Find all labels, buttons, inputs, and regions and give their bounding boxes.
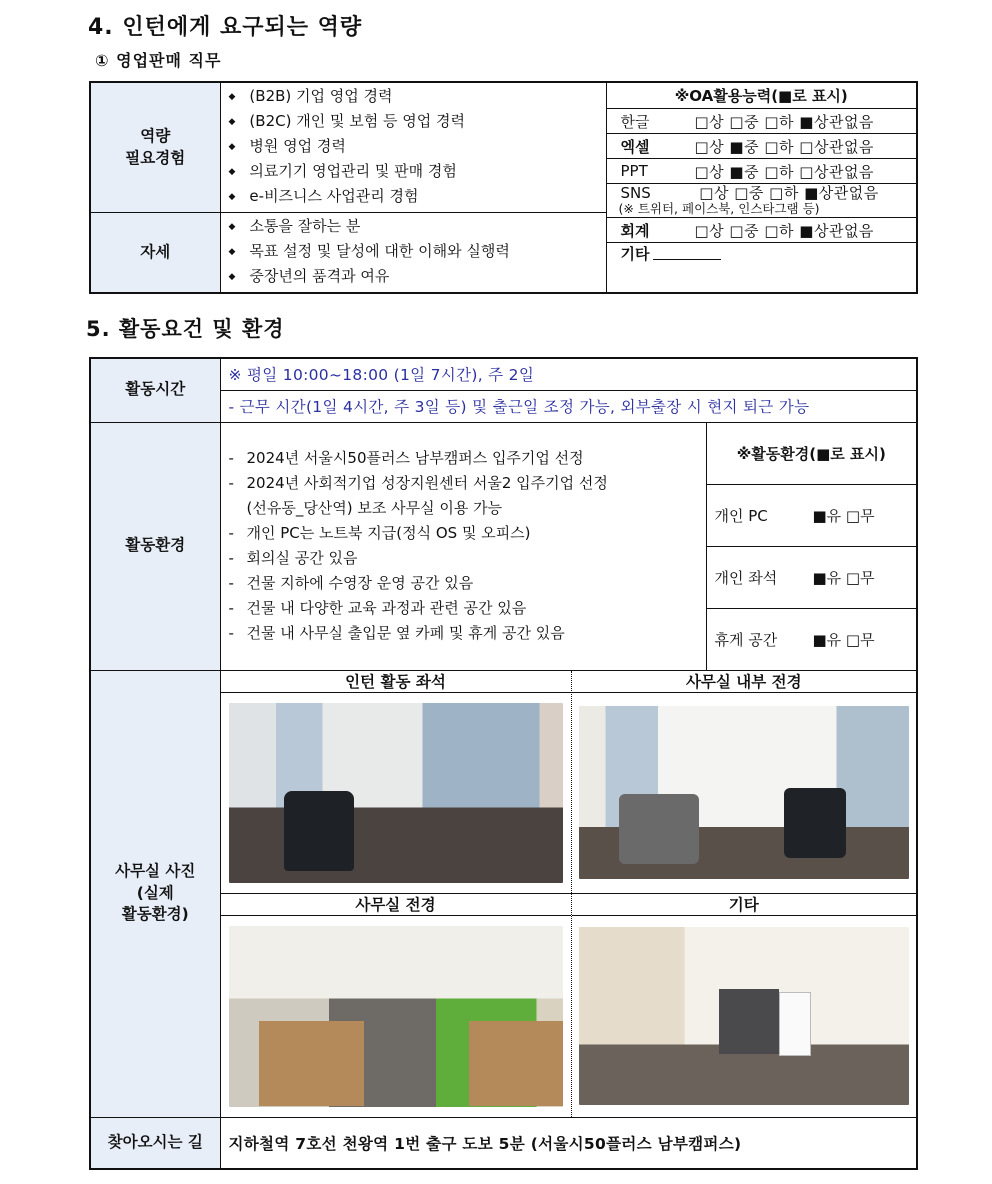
- oa-row-excel: 엑셀 □상 ■중 □하 □상관없음: [607, 134, 917, 159]
- oa-skills-grid: [607, 83, 917, 263]
- cubicle-desk-photo: [229, 703, 563, 883]
- hours-line1: ※ 평일 10:00~18:00 (1일 7시간), 주 2일: [220, 358, 917, 390]
- oa-row-hangul: 한글 □상 □중 □하 ■상관없음: [607, 109, 917, 134]
- list-item: ◆ 의료기기 영업관리 및 판매 경험: [229, 160, 606, 185]
- environment-checklist-cell: [706, 422, 917, 670]
- list-item: - 개인 PC는 노트북 지급(정식 OS 및 오피스): [228, 524, 531, 542]
- hours-header: 활동시간: [90, 358, 220, 422]
- list-item: ◆ 소통을 잘하는 분: [229, 215, 606, 240]
- attitude-list: [221, 213, 606, 292]
- oa-skills-cell: [606, 82, 917, 293]
- environment-list-cell: [220, 422, 706, 670]
- environment-header: 활동환경: [90, 422, 220, 670]
- section5-title: 5. 활동요건 및 환경: [86, 317, 285, 341]
- photo-card: [221, 894, 572, 1117]
- list-item: ◆ (B2B) 기업 영업 경력: [229, 85, 606, 110]
- hours-line2: - 근무 시간(1일 4시간, 주 3일 등) 및 출근일 조정 가능, 외부출장 시 현지 퇴근 가능: [220, 390, 917, 422]
- oa-row-sns: SNS □상 □중 □하 ■상관없음 (※ 트위터, 페이스북, 인스타그램 등): [607, 184, 917, 218]
- competency-table: [89, 81, 918, 294]
- experience-header: 역량 필요경험: [90, 82, 220, 213]
- directions-header: 찾아오시는 길: [90, 1117, 220, 1169]
- environment-list: [221, 446, 706, 646]
- list-item: - 건물 지하에 수영장 운영 공간 있음: [228, 574, 474, 592]
- checkbox-group: ■유 □무: [812, 568, 875, 587]
- photos-row-bottom: [221, 894, 917, 1117]
- list-item-continued: (선유동_당산역) 보조 사무실 이용 가능: [246, 499, 503, 517]
- checkbox-group: □상 ■중 □하 □상관없음: [694, 162, 874, 181]
- experience-list: [221, 83, 606, 212]
- checkbox-group: □상 □중 □하 ■상관없음: [694, 112, 874, 131]
- attitude-list-cell: [220, 213, 606, 294]
- oa-row-ppt: PPT □상 ■중 □하 □상관없음: [607, 159, 917, 184]
- oa-row-accounting: 회계 □상 □중 □하 ■상관없음: [607, 218, 917, 243]
- list-item: ◆ 목표 설정 및 달성에 대한 이해와 실행력: [229, 240, 606, 265]
- photo-caption: 사무실 내부 전경: [572, 671, 917, 693]
- oa-row-other: 기타: [607, 243, 917, 263]
- checkbox-group: □상 □중 □하 ■상관없음: [699, 183, 879, 202]
- list-item: - 건물 내 다양한 교육 과정과 관련 공간 있음: [228, 599, 527, 617]
- env-row-pc: 개인 PC ■유 □무: [707, 485, 917, 547]
- checkbox-group: □상 □중 □하 ■상관없음: [694, 221, 874, 240]
- section4-subtitle: ① 영업판매 직무: [95, 51, 222, 70]
- list-item: - 2024년 서울시50플러스 남부캠퍼스 입주기업 선정: [228, 449, 584, 467]
- activity-table: [89, 357, 918, 1170]
- list-item: ◆ (B2C) 개인 및 보험 등 영업 경력: [229, 110, 606, 135]
- photos-header: 사무실 사진 (실제 활동환경): [90, 670, 220, 1117]
- checkbox-group: ■유 □무: [812, 506, 875, 525]
- office-overview-photo: [229, 926, 563, 1107]
- photos-cell: [220, 670, 917, 1117]
- photo-card: [572, 894, 917, 1117]
- office-interior-photo: [579, 706, 909, 879]
- attitude-header: 자세: [90, 213, 220, 294]
- other-blank-field: [653, 246, 721, 260]
- env-row-seat: 개인 좌석 ■유 □무: [707, 547, 917, 609]
- list-item: ◆ e-비즈니스 사업관리 경험: [229, 185, 606, 210]
- photo-caption: 인턴 활동 좌석: [221, 671, 571, 693]
- checkbox-group: □상 ■중 □하 □상관없음: [694, 137, 874, 156]
- lounge-kitchen-photo: [579, 927, 909, 1105]
- photo-card: [572, 671, 917, 893]
- environment-checklist: [707, 423, 917, 670]
- oa-title: ※OA활용능력(■로 표시): [607, 83, 917, 109]
- list-item: ◆ 병원 영업 경력: [229, 135, 606, 160]
- experience-list-cell: [220, 82, 606, 213]
- photo-card: [221, 671, 572, 893]
- list-item: - 건물 내 사무실 출입문 옆 카페 및 휴게 공간 있음: [228, 624, 565, 642]
- photos-row-top: [221, 671, 917, 894]
- directions-text: 지하철역 7호선 천왕역 1번 출구 도보 5분 (서울시50플러스 남부캠퍼스): [220, 1117, 917, 1169]
- list-item: ◆ 중장년의 품격과 여유: [229, 265, 606, 290]
- photo-caption: 기타: [572, 894, 917, 916]
- photo-caption: 사무실 전경: [221, 894, 571, 916]
- list-item: - 회의실 공간 있음: [228, 549, 358, 567]
- env-row-lounge: 휴게 공간 ■유 □무: [714, 630, 875, 649]
- sns-note: (※ 트위터, 페이스북, 인스타그램 등): [618, 200, 820, 216]
- checkbox-group: ■유 □무: [812, 630, 875, 649]
- list-item: - 2024년 사회적기업 성장지원센터 서울2 입주기업 선정: [228, 474, 608, 492]
- environment-checklist-title: ※활동환경(■로 표시): [707, 423, 917, 485]
- section4-title: 4. 인턴에게 요구되는 역량: [88, 15, 363, 40]
